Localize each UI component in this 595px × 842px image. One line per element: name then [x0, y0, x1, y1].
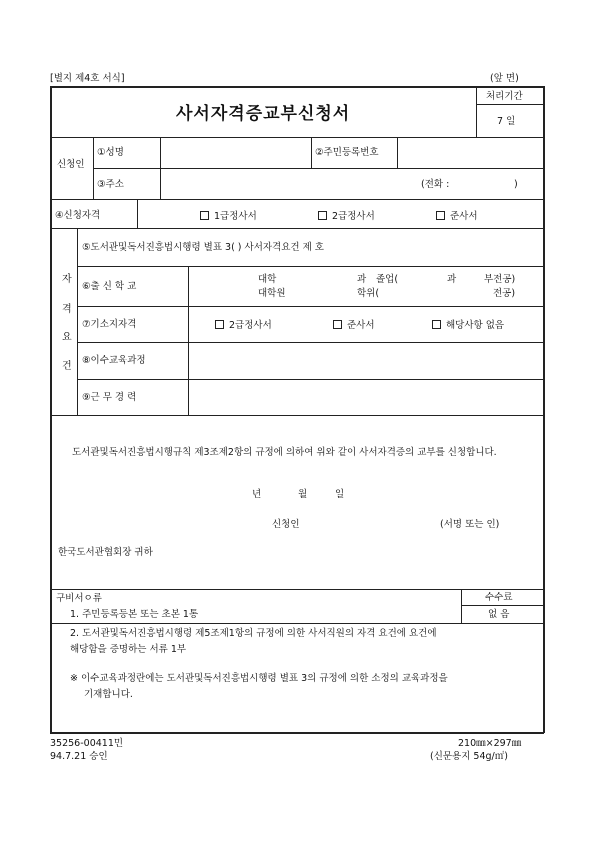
held-option-3[interactable]	[432, 320, 504, 331]
held-option-3-text: 해당사항 없음	[446, 320, 505, 331]
address-label: ③주소	[97, 179, 124, 190]
addressee: 한국도서관협회장 귀하	[58, 547, 153, 558]
req-line-8	[77, 379, 544, 380]
qualification-label: ④신청자격	[55, 210, 101, 221]
checkbox[interactable]	[436, 211, 445, 220]
date-year: 년	[252, 489, 262, 500]
school-dept-2: 과	[447, 274, 457, 285]
declaration-applicant-label: 신청인	[272, 519, 300, 530]
resident-divider-left	[311, 137, 312, 168]
date-month: 월	[298, 489, 308, 500]
footer-paper: (신문용지 54g/㎡)	[430, 751, 508, 762]
school-degree: 학위(	[357, 288, 380, 299]
name-label: ①성명	[97, 147, 124, 158]
note-line-2: 기재합니다.	[84, 689, 133, 700]
school-grad: 대학원	[258, 288, 286, 299]
title-divider	[476, 87, 477, 137]
requirements-label-divider	[188, 266, 189, 415]
school-minor: 부전공)	[484, 274, 516, 285]
resident-number-label: ②주민등록번호	[315, 147, 379, 158]
school-dept: 과	[357, 274, 367, 285]
requirements-side-char-4: 건	[62, 361, 72, 372]
footer-approval: 94.7.21 승인	[50, 751, 108, 762]
document-item-2-line-1: 2. 도서관및독서진흥법시행령 제5조제1항의 규정에 의한 사서직원의 자격 요건에 요건에	[70, 628, 437, 639]
footer-size: 210㎜×297㎜	[458, 738, 522, 749]
signature-label: (서명 또는 인)	[440, 519, 500, 530]
fee-label: 수수료	[485, 592, 513, 603]
held-qualification-label: ⑦기소지자격	[82, 319, 137, 330]
resident-divider-right	[397, 137, 398, 168]
documents-label: 구비서ㅇ류	[56, 593, 102, 604]
outer-border-right	[543, 86, 545, 733]
requirements-side-char-1: 자	[62, 274, 72, 285]
req-line-7	[77, 342, 544, 343]
checkbox[interactable]	[200, 211, 209, 220]
form-title: 사서자격증교부신청서	[176, 104, 351, 124]
processing-period-label: 처리기간	[486, 91, 523, 102]
school-label: ⑥출 신 학 교	[82, 281, 137, 292]
qualification-option-2-text: 2급정사서	[332, 211, 375, 222]
document-item-2-line-2: 해당함을 증명하는 서류 1부	[70, 644, 187, 655]
checkbox[interactable]	[333, 320, 342, 329]
phone-close: )	[514, 179, 518, 190]
req-line-5	[77, 266, 544, 267]
qualification-option-3-text: 준사서	[450, 211, 478, 222]
course-label: ⑧이수교육과정	[82, 355, 146, 366]
fee-mid-line	[461, 605, 543, 606]
requirements-bottom-line	[50, 415, 544, 416]
name-field[interactable]	[166, 140, 307, 164]
resident-number-field[interactable]	[401, 140, 539, 164]
school-univ: 대학	[258, 274, 277, 285]
outer-border-bottom	[50, 732, 544, 734]
fee-value: 없 음	[488, 609, 510, 620]
outer-border-left	[50, 86, 52, 733]
checkbox[interactable]	[432, 320, 441, 329]
qualification-bottom-line	[50, 228, 544, 229]
course-field[interactable]	[193, 345, 538, 375]
address-field[interactable]	[166, 171, 406, 195]
held-option-2[interactable]	[333, 320, 375, 331]
requirements-side-char-3: 요	[62, 332, 72, 343]
qualification-divider	[137, 199, 138, 228]
work-experience-field[interactable]	[193, 382, 538, 412]
checkbox[interactable]	[215, 320, 224, 329]
applicant-bottom-line	[50, 199, 544, 200]
date-day: 일	[335, 489, 345, 500]
qualification-option-3[interactable]	[436, 211, 478, 222]
qualification-option-2[interactable]	[318, 211, 375, 222]
title-bottom-line	[50, 137, 544, 138]
phone-label: (전화 :	[421, 179, 450, 190]
qualification-option-1-text: 1급정사서	[214, 211, 257, 222]
school-major: 전공)	[493, 288, 516, 299]
requirements-side-char-2: 격	[62, 304, 72, 315]
declaration-text: 도서관및독서진흥법시행규칙 제3조제2항의 규정에 의하여 위와 같이 사서자격증의 교부를 신청합니다.	[72, 447, 497, 458]
processing-period-value: 7 일	[497, 116, 516, 127]
note-line-1: ※ 이수교육과정란에는 도서관및독서진흥법시행령 별표 3의 규정에 의한 소정의 교육과정을	[70, 673, 448, 684]
req-line-6	[77, 306, 544, 307]
work-experience-label: ⑨근 무 경 력	[82, 392, 137, 403]
period-divider	[476, 104, 543, 105]
requirement-row-5: ⑤도서관및독서진흥법시행령 별표 3( ) 사서자격요건 제 호	[82, 242, 324, 253]
applicant-mid-line	[93, 168, 544, 169]
held-option-1[interactable]	[215, 320, 272, 331]
held-option-2-text: 준사서	[347, 320, 375, 331]
applicant-section-label: 신청인	[57, 159, 85, 170]
footer-code: 35256-00411민	[50, 738, 124, 749]
outer-border-top	[50, 86, 544, 88]
fee-divider	[461, 589, 462, 623]
checkbox[interactable]	[318, 211, 327, 220]
page-side-label: (앞 면)	[490, 73, 519, 84]
requirements-side-divider	[77, 228, 78, 415]
documents-mid-line	[50, 623, 544, 624]
held-option-1-text: 2급정사서	[229, 320, 272, 331]
school-graduation: 졸업(	[376, 274, 399, 285]
declaration-bottom-line	[50, 589, 544, 590]
document-item-1: 1. 주민등록등본 또는 초본 1통	[70, 609, 199, 620]
form-number: [별지 제4호 서식]	[50, 73, 125, 84]
qualification-option-1[interactable]	[200, 211, 257, 222]
